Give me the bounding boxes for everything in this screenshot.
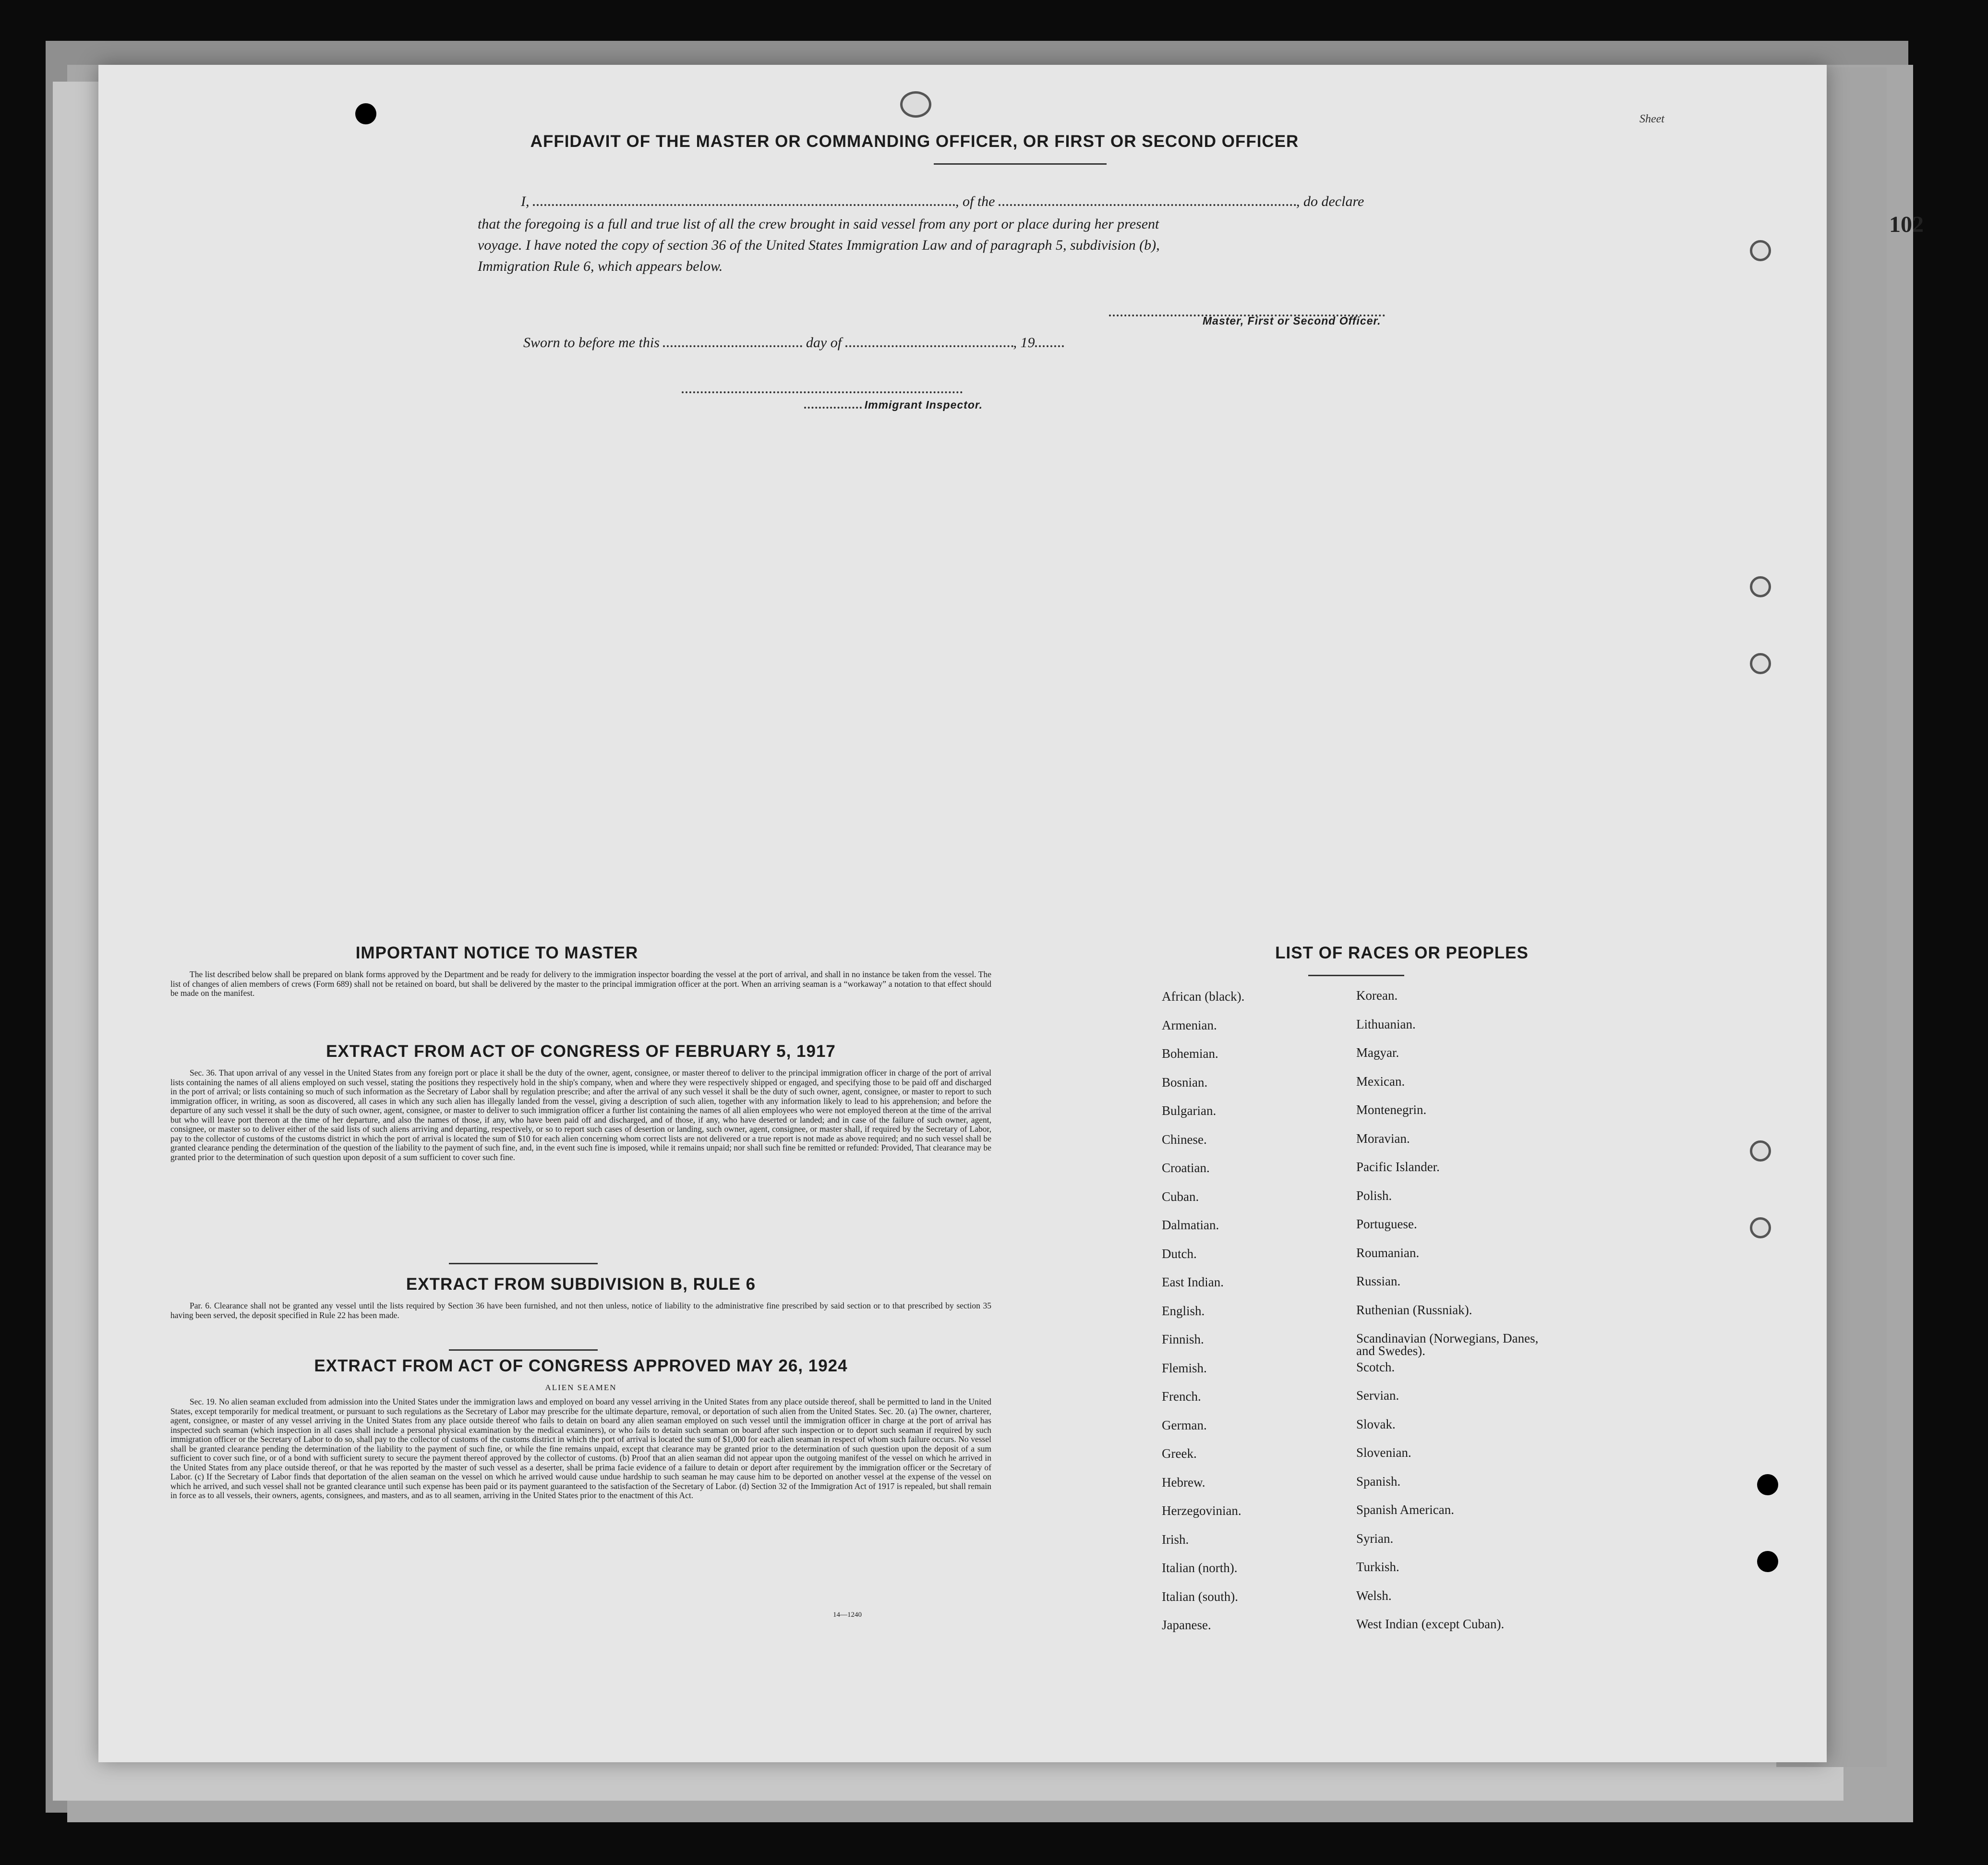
race-item: Bosnian. — [1162, 1075, 1208, 1090]
divider — [934, 163, 1107, 165]
inspector-line — [804, 397, 983, 412]
race-item: Bohemian. — [1162, 1046, 1218, 1061]
binder-ring — [1750, 576, 1771, 597]
divider — [1308, 975, 1404, 976]
punch-hole — [1757, 1474, 1778, 1495]
race-item: Slovak. — [1356, 1417, 1396, 1431]
notice-title: IMPORTANT NOTICE TO MASTER — [355, 944, 639, 962]
inspector-signature-blank[interactable] — [682, 382, 963, 393]
race-item: Mexican. — [1356, 1074, 1405, 1089]
race-item: Scotch. — [1356, 1359, 1395, 1374]
race-item: Magyar. — [1356, 1045, 1399, 1060]
race-item: Finnish. — [1162, 1332, 1204, 1346]
master-label: Master, First or Second Officer. — [1203, 315, 1381, 327]
of-the-label: , of the — [955, 194, 995, 209]
punch-hole — [1757, 1551, 1778, 1572]
race-item: Lithuanian. — [1356, 1017, 1416, 1031]
declaration-line: Immigration Rule 6, which appears below. — [478, 258, 723, 274]
day-of-label: day of — [806, 335, 842, 351]
race-item: Irish. — [1162, 1532, 1189, 1547]
affidavit-declaration — [478, 214, 1553, 277]
extract-1924-title: EXTRACT FROM ACT OF CONGRESS APPROVED MAY 26, 1924 — [314, 1356, 848, 1375]
race-item: English. — [1162, 1303, 1205, 1318]
affidavit-declaration-line1 — [521, 194, 1543, 210]
affidavit-title: AFFIDAVIT OF THE MASTER OR COMMANDING OFFICER, OR FIRST OR SECOND OFFICER — [530, 132, 1299, 151]
binder-ring — [1750, 1140, 1771, 1162]
dotted-lead — [804, 397, 862, 409]
race-item: Pacific Islander. — [1356, 1160, 1440, 1174]
declaration-line: that the foregoing is a full and true list of all the crew brought in said vessel from any port or place during her present — [478, 216, 1159, 232]
race-item: East Indian. — [1162, 1275, 1224, 1289]
punch-hole — [355, 103, 376, 124]
races-title: LIST OF RACES OR PEOPLES — [1275, 944, 1529, 962]
year-blank[interactable] — [1035, 336, 1064, 347]
race-item: Chinese. — [1162, 1132, 1207, 1147]
race-item: Korean. — [1356, 988, 1398, 1003]
race-item: Dutch. — [1162, 1246, 1197, 1261]
declaration-line: voyage. I have noted the copy of section 36 of the United States Immigration Law and of paragraph 5, subdivision (b), — [478, 237, 1160, 253]
vessel-blank[interactable] — [999, 194, 1296, 206]
divider — [449, 1349, 598, 1351]
sheet-label: Sheet — [1639, 113, 1664, 125]
name-blank[interactable] — [533, 194, 955, 206]
month-blank[interactable] — [845, 336, 1013, 347]
race-item: African (black). — [1162, 989, 1245, 1004]
binder-clip-ring — [900, 91, 931, 118]
binder-ring — [1750, 240, 1771, 261]
race-item: Croatian. — [1162, 1161, 1210, 1175]
race-item: Flemish. — [1162, 1360, 1207, 1375]
race-item: Italian (south). — [1162, 1589, 1238, 1604]
race-item: Ruthenian (Russniak). — [1356, 1302, 1472, 1317]
alien-seamen-subtitle: ALIEN SEAMEN — [545, 1383, 617, 1392]
race-item: Roumanian. — [1356, 1245, 1420, 1260]
document-page — [98, 65, 1827, 1762]
form-number: 14—1240 — [833, 1611, 862, 1619]
binder-ring — [1750, 653, 1771, 674]
day-blank[interactable] — [663, 336, 802, 347]
extract-1917-text: Sec. 36. That upon arrival of any vessel in the United States from any foreign port or place it shall be the duty of the owner, agent, consignee, or master thereof to deliver to the principal immigration officer in charge of the port of arrival lists containing the names of all aliens employed on such vessel, stating the positions they respectively hold in the ship's company, when and where they were respectively shipped or engaged, and specifying those to be paid off and discharged in the port of arrival; or lists containing so much of such information as the Secretary of Labor shall by regulation prescribe; and after the arrival of any such vessel it shall be the duty of such owner, agent, consignee, or master to report to such immigration officer, in writing, as soon as discovered, all cases in which any such alien has illegally landed from the vessel, giving a description of such alien, together with any information likely to lead to his apprehension; and before the departure of any such vessel it shall be the duty of such owner, agent, consignee, or master to deliver to such immigration officer a further list containing the names of all alien employees who were not employed thereon at the time of the arrival but who will leave port thereon at the time of her departure, and also the names of those, if any, who have been paid off and discharged, and of those, if any, who have deserted or landed; and in case of the failure of such owner, agent, consignee, or master so to deliver either of the said lists of such aliens arriving and departing, respectively, or so to report such cases of desertion or landing, such owner, agent, consignee, or master shall, if required by the Secretary of Labor, pay to the collector of customs of the customs district in which the port of arrival is located the sum of $10 for each alien concerning whom correct lists are not delivered or a true report is not made as above required; and no such vessel shall be granted clearance pending the determination of the question of the liability to the payment of such fine, and, in the event such fine is imposed, while it remains unpaid; nor shall such fine be remitted or refunded: Provided, That clearance may be granted prior to the determination of such question upon deposit of a sum sufficient to cover such fine. — [170, 1068, 991, 1162]
race-item: Cuban. — [1162, 1189, 1199, 1204]
sworn-label: Sworn to before me this — [523, 335, 660, 351]
race-item: Bulgarian. — [1162, 1103, 1217, 1118]
race-item: Montenegrin. — [1356, 1102, 1427, 1117]
page-number: 102 — [1889, 212, 1924, 237]
notice-text: The list described below shall be prepared on blank forms approved by the Department and be ready for delivery to the immigration inspector boarding the vessel at the port of arrival, and shall in no instance be taken from the vessel. The list of changes of alien members of crews (Form 689) shall not be retained on board, but shall be delivered by the master to the principal immigration officer at the port. When an arriving seaman is a “workaway” a notation to that effect should be made on the manifest. — [170, 969, 991, 998]
race-item: Moravian. — [1356, 1131, 1410, 1146]
race-item: Italian (north). — [1162, 1561, 1238, 1575]
race-item: Russian. — [1356, 1274, 1401, 1288]
race-item: Portuguese. — [1356, 1217, 1417, 1231]
race-item: Japanese. — [1162, 1618, 1211, 1632]
inspector-label: Immigrant Inspector. — [864, 399, 983, 411]
extract-1924-text: Sec. 19. No alien seaman excluded from admission into the United States under the immigration laws and employed on board any vessel arriving in the United States from any place outside thereof, shall be permitted to land in the United States, except temporarily for medical treatment, or pursuant to such regulations as the Secretary of Labor may prescribe for the ultimate departure, removal, or deportation of such alien from the United States. Sec. 20. (a) The owner, charterer, agent, consignee, or master of any vessel arriving in the United States from any place outside thereof who fails to detain on board any alien seaman employed on such vessel until the immigration officer in charge at the port of arrival has inspected such seaman (which inspection in all cases shall include a personal physical examination by the medical examiners), or who fails to detain such seaman on board after such inspection or to deport such seaman if required by such immigration officer or the Secretary of Labor to do so, shall pay to the collector of customs of the customs district in which the port of arrival is located the sum of $1,000 for each alien seaman in respect of whom such failure occurs. No vessel shall be granted clearance pending the determination of the liability to the payment of such fine, or while the fine remains unpaid, except that clearance may be granted prior to the determination of such question upon the deposit of a sum sufficient to cover such fine, or of a bond with sufficient surety to secure the payment thereof approved by the collector of customs. (b) Proof that an alien seaman did not appear upon the outgoing manifest of the vessel on which he arrived in the United States from any place outside thereof, or that he was reported by the master of such vessel as a deserter, shall be prima facie evidence of a failure to detain or deport after requirement by the immigration officer or the Secretary of Labor. (c) If the Secretary of Labor finds that deportation of the alien seaman on the vessel on which he arrived would cause undue hardship to such seaman he may cause him to be deported on another vessel at the expense of the vessel on which he arrived, and such vessel shall not be granted clearance until such expense has been paid or its payment guaranteed to the satisfaction of the Secretary of Labor. (d) Section 32 of the Immigration Act of 1917 is repealed, but shall remain in force as to all vessels, their owners, agents, consignees, and masters, and as to all seamen, arriving in the United States prior to the enactment of this Act. — [170, 1397, 991, 1500]
race-item: Slovenian. — [1356, 1445, 1411, 1460]
subdivision-title: EXTRACT FROM SUBDIVISION B, RULE 6 — [406, 1275, 756, 1294]
race-item: Armenian. — [1162, 1017, 1217, 1032]
race-item: Dalmatian. — [1162, 1218, 1219, 1232]
extract-1917-title: EXTRACT FROM ACT OF CONGRESS OF FEBRUARY 5, 1917 — [326, 1042, 836, 1061]
race-item: Turkish. — [1356, 1560, 1399, 1574]
race-item: Syrian. — [1356, 1531, 1394, 1546]
divider — [449, 1263, 598, 1264]
race-item: Spanish American. — [1356, 1502, 1454, 1517]
race-item: Hebrew. — [1162, 1475, 1205, 1490]
race-item: Spanish. — [1356, 1474, 1401, 1489]
race-item: Welsh. — [1356, 1588, 1392, 1603]
race-item: West Indian (except Cuban). — [1356, 1617, 1505, 1631]
subdivision-text: Par. 6. Clearance shall not be granted any vessel until the lists required by Section 36 have been furnished, and not then unless, notice of liability to the administrative fine prescribed by said section or to that prescribed by section 35 having been served, the deposit specified in Rule 22 has been made. — [170, 1301, 991, 1320]
sworn-line — [523, 335, 1064, 351]
race-item: German. — [1162, 1417, 1207, 1432]
race-item: Polish. — [1356, 1188, 1392, 1203]
race-item: French. — [1162, 1389, 1201, 1404]
race-item: Greek. — [1162, 1446, 1197, 1461]
i-label: I, — [521, 194, 530, 209]
year-label: , 19 — [1013, 335, 1035, 351]
binder-ring — [1750, 1217, 1771, 1238]
race-item: Servian. — [1356, 1388, 1399, 1403]
race-item: Scandinavian (Norwegians, Danes, and Swedes). — [1356, 1331, 1539, 1358]
race-item: Herzegovinian. — [1162, 1503, 1241, 1518]
do-declare-label: , do declare — [1296, 194, 1364, 209]
